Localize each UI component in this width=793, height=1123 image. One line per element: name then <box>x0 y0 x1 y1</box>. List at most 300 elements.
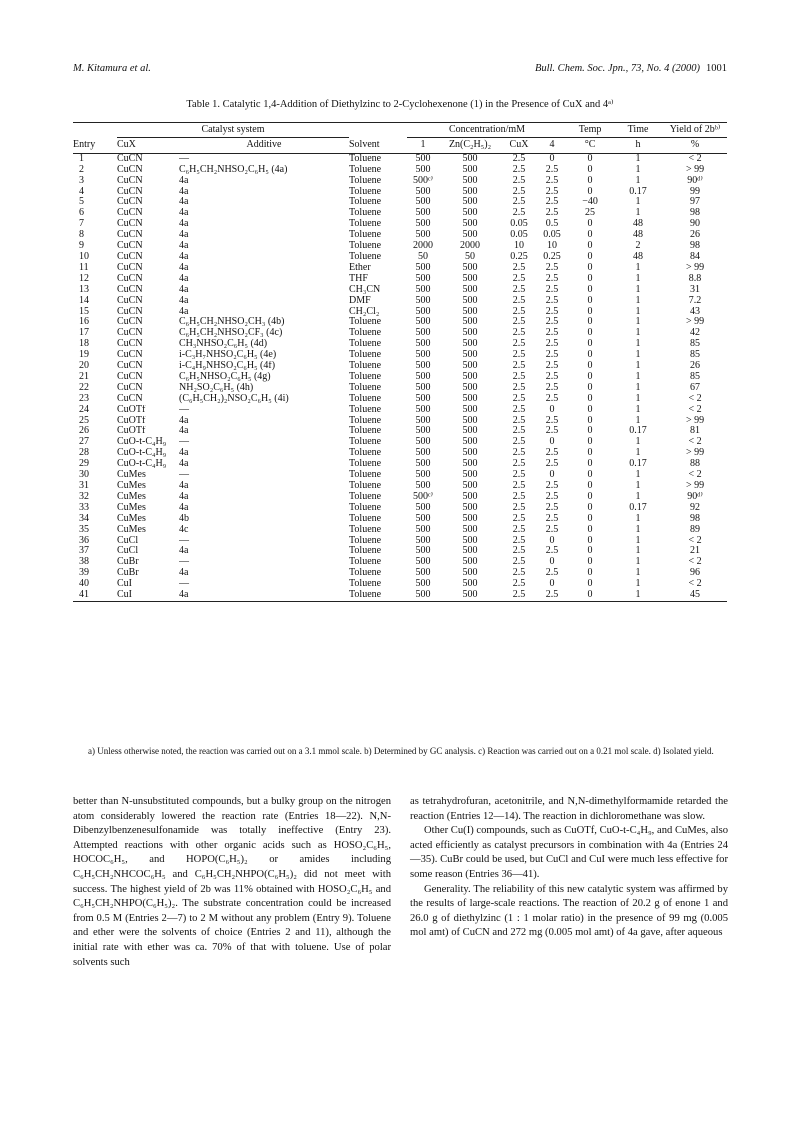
cell-temp: 0 <box>587 437 593 448</box>
cell-time: 1 <box>635 491 641 502</box>
cell-time: 1 <box>635 546 641 557</box>
cell-time: 1 <box>613 590 663 601</box>
cell-conc-4: 2.5 <box>545 448 559 459</box>
cell-entry: 20 <box>79 361 89 372</box>
cell-conc-znet2: 500 <box>462 437 478 448</box>
cell-entry: 3 <box>79 175 84 186</box>
group-catalyst-system: Catalyst system <box>117 123 349 138</box>
cell-conc-1: 500 <box>415 579 431 590</box>
cell-conc-cux: 2.5 <box>512 186 526 197</box>
table-row <box>73 568 727 579</box>
cell-yield: > 99 <box>685 164 705 175</box>
cell-time: 0.17 <box>629 502 647 513</box>
cell-conc-znet2: 500 <box>462 426 478 437</box>
cell-conc-znet2: 500 <box>462 208 478 219</box>
cell-time: 1 <box>635 339 641 350</box>
cell-conc-1: 50 <box>418 251 428 262</box>
cell-conc-znet2: 500 <box>462 382 478 393</box>
cell-cux: CuOTf <box>117 415 146 426</box>
cell-yield: < 2 <box>663 153 727 164</box>
cell-conc-cux: 2.5 <box>512 524 526 535</box>
cell-solvent: Toluene <box>349 535 382 546</box>
cell-conc-4: 2.5 <box>545 513 559 524</box>
cell-yield: 84 <box>690 251 701 262</box>
journal-header <box>535 63 727 74</box>
cell-solvent: Toluene <box>349 502 382 513</box>
cell-time: 1 <box>635 481 641 491</box>
body-paragraph: Other Cu(I) compounds, such as CuOTf, CuO-t-C₄H₉, and CuMes, also acted efficiently as catalyst precursors in combination with 4a (Entries 24—35). CuBr could be used, but CuCl and CuI were much less effective for some reason (Entries 36—41). <box>410 825 728 880</box>
cell-conc-cux: 0.05 <box>510 219 528 230</box>
cell-conc-cux: 2.5 <box>512 317 526 328</box>
cell-additive: i-C₄H₉NHSO₂C₆H₅ (4f) <box>179 361 276 372</box>
cell-conc-cux: 2.5 <box>512 197 526 208</box>
cell-conc-cux: 2.5 <box>512 371 526 382</box>
cell-conc-1: 500 <box>415 339 431 350</box>
cell-conc-1: 500 <box>415 415 431 426</box>
cell-additive: 4a <box>179 197 189 208</box>
cell-conc-znet2: 500 <box>462 339 478 350</box>
cell-temp: 0 <box>587 175 593 186</box>
cell-additive: NH₂SO₂C₆H₅ (4h) <box>179 382 254 393</box>
cell-time: 0.17 <box>629 426 647 437</box>
cell-entry: 27 <box>79 437 89 448</box>
cell-solvent: Toluene <box>349 317 382 328</box>
cell-additive: C₆H₅CH₂NHSO₂CH₃ (4b) <box>179 317 285 328</box>
cell-time: 1 <box>613 153 663 164</box>
cell-time: 1 <box>635 415 641 426</box>
cell-time: 1 <box>635 361 641 372</box>
cell-temp: 0 <box>587 230 593 241</box>
cell-conc-1: 500 <box>415 404 431 415</box>
cell-temp: 0 <box>587 513 593 524</box>
cell-conc-4: 2.5 <box>545 197 559 208</box>
cell-conc-4: 0 <box>549 579 555 590</box>
cell-conc-znet2: 500 <box>462 579 478 590</box>
table-row <box>73 153 727 164</box>
cell-conc-4: 2.5 <box>545 175 559 186</box>
table-row <box>73 536 727 547</box>
cell-solvent: Toluene <box>349 371 382 382</box>
cell-temp: 0 <box>587 426 593 437</box>
cell-conc-4: 2.5 <box>545 273 559 284</box>
cell-time: 1 <box>635 404 641 415</box>
cell-entry: 11 <box>79 262 89 273</box>
cell-conc-cux: 2.5 <box>512 502 526 513</box>
cell-yield: < 2 <box>688 470 702 481</box>
body-paragraph: as tetrahydrofuran, acetonitrile, and N,N-dimethylformamide retarded the reaction (Entries 12—14). The reaction in dichloromethane was slow. <box>410 796 728 822</box>
cell-conc-znet2: 500 <box>462 481 478 491</box>
cell-entry: 9 <box>79 241 84 252</box>
cell-conc-1: 500 <box>415 546 431 557</box>
table-row <box>73 579 727 590</box>
cell-conc-znet2: 500 <box>462 197 478 208</box>
cell-entry: 39 <box>79 568 89 579</box>
cell-conc-cux: 2.5 <box>512 426 526 437</box>
cell-additive: — <box>179 579 189 590</box>
cell-temp: 0 <box>587 557 593 568</box>
cell-yield: < 2 <box>688 437 702 448</box>
cell-yield: 85 <box>690 371 701 382</box>
cell-conc-znet2: 500 <box>462 557 478 568</box>
cell-conc-znet2: 500 <box>462 317 478 328</box>
cell-temp: 0 <box>567 590 613 601</box>
cell-temp: 0 <box>587 546 593 557</box>
cell-conc-znet2: 500 <box>462 491 478 502</box>
cell-solvent: DMF <box>349 295 371 306</box>
cell-solvent: Toluene <box>349 219 382 230</box>
cell-entry: 31 <box>79 481 89 491</box>
cell-conc-4: 0 <box>537 153 567 164</box>
cell-additive: 4a <box>179 426 189 437</box>
cell-entry: 12 <box>79 273 89 284</box>
table-row <box>73 557 727 568</box>
cell-conc-cux: 2.5 <box>512 361 526 372</box>
cell-conc-znet2: 500 <box>462 175 478 186</box>
cell-temp: 0 <box>587 535 593 546</box>
cell-temp: 0 <box>587 502 593 513</box>
cell-time: 1 <box>635 382 641 393</box>
cell-additive: 4a <box>179 186 189 197</box>
cell-conc-4: 2.5 <box>545 491 559 502</box>
cell-yield: 81 <box>690 426 701 437</box>
cell-additive: 4a <box>179 481 189 491</box>
col-yield-unit: % <box>690 138 700 150</box>
cell-solvent: Toluene <box>349 230 382 241</box>
cell-conc-cux: 2.5 <box>512 459 526 470</box>
col-solvent: Solvent <box>349 138 380 150</box>
cell-temp: 0 <box>587 448 593 459</box>
cell-yield: > 99 <box>685 481 705 491</box>
cell-yield: 31 <box>690 284 701 295</box>
cell-cux: CuMes <box>117 524 146 535</box>
cell-conc-4: 2.5 <box>545 371 559 382</box>
cell-conc-znet2: 500 <box>462 371 478 382</box>
cell-conc-1: 500 <box>415 470 431 481</box>
cell-conc-4: 2.5 <box>537 590 567 601</box>
cell-cux: CuMes <box>117 513 146 524</box>
cell-solvent: Toluene <box>349 459 382 470</box>
cell-temp: 0 <box>587 295 593 306</box>
cell-yield: > 99 <box>685 317 705 328</box>
cell-conc-cux: 2.5 <box>512 579 526 590</box>
body-column-right <box>410 795 728 941</box>
cell-conc-1: 500 <box>415 382 431 393</box>
cell-cux: CuCN <box>117 241 143 252</box>
cell-solvent: THF <box>349 273 368 284</box>
cell-conc-1: 500 <box>415 437 431 448</box>
column-header-row <box>73 137 727 153</box>
cell-entry: 29 <box>79 459 89 470</box>
group-yield: Yield of 2bᵇ⁾ <box>663 123 727 138</box>
cell-conc-znet2: 2000 <box>460 241 480 252</box>
cell-conc-cux: 2.5 <box>512 382 526 393</box>
cell-conc-cux: 2.5 <box>512 175 526 186</box>
cell-cux: CuCN <box>117 153 179 164</box>
cell-additive: i-C₃H₇NHSO₂C₆H₅ (4e) <box>179 350 277 361</box>
cell-conc-1: 500 <box>415 535 431 546</box>
cell-temp: 0 <box>587 415 593 426</box>
cell-temp: −40 <box>582 197 598 208</box>
cell-conc-1: 500 <box>415 448 431 459</box>
cell-additive: C₆H₅CH₂NHSO₂C₆H₅ (4a) <box>179 164 288 175</box>
results-table <box>73 122 727 602</box>
cell-cux: CuBr <box>117 568 139 579</box>
cell-yield: 89 <box>690 524 701 535</box>
cell-cux: CuO-t-C₄H₉ <box>117 459 167 470</box>
cell-temp: 0 <box>587 339 593 350</box>
cell-additive: 4b <box>179 513 189 524</box>
cell-cux: CuOTf <box>117 404 146 415</box>
cell-cux: CuCl <box>117 535 139 546</box>
cell-conc-1: 500 <box>415 328 431 339</box>
body-column-left <box>73 795 391 970</box>
cell-entry: 15 <box>79 306 89 317</box>
cell-conc-4: 2.5 <box>545 328 559 339</box>
cell-cux: CuCN <box>117 371 143 382</box>
cell-yield: < 2 <box>688 579 702 590</box>
cell-yield: 26 <box>690 361 701 372</box>
cell-conc-4: 0.5 <box>545 219 559 230</box>
cell-time: 1 <box>635 164 641 175</box>
table-row <box>73 197 727 208</box>
cell-temp: 0 <box>587 371 593 382</box>
cell-entry: 8 <box>79 230 84 241</box>
cell-time: 1 <box>635 317 641 328</box>
cell-conc-znet2: 500 <box>462 535 478 546</box>
cell-yield: 42 <box>690 328 701 339</box>
cell-conc-4: 2.5 <box>545 306 559 317</box>
col-conc-4: 4 <box>549 138 555 150</box>
cell-conc-znet2: 500 <box>462 546 478 557</box>
cell-conc-4: 0 <box>549 557 555 568</box>
cell-yield: 99 <box>690 186 701 197</box>
cell-cux: CuOTf <box>117 426 146 437</box>
cell-conc-znet2: 500 <box>462 502 478 513</box>
cell-conc-cux: 2.5 <box>512 491 526 502</box>
cell-conc-znet2: 500 <box>462 415 478 426</box>
journal-citation: Bull. Chem. Soc. Jpn., 73, No. 4 (2000) <box>534 63 700 74</box>
cell-conc-znet2: 500 <box>462 186 478 197</box>
cell-solvent: Ether <box>349 262 371 273</box>
cell-temp: 0 <box>587 470 593 481</box>
cell-additive: 4a <box>179 568 189 579</box>
cell-entry: 40 <box>79 579 89 590</box>
cell-conc-4: 0 <box>549 404 555 415</box>
cell-cux: CuCN <box>117 175 143 186</box>
cell-conc-cux: 2.5 <box>512 546 526 557</box>
col-additive: Additive <box>246 138 282 150</box>
cell-conc-znet2: 500 <box>462 350 478 361</box>
cell-time: 48 <box>633 219 644 230</box>
cell-conc-cux: 2.5 <box>512 393 526 404</box>
cell-conc-cux: 2.5 <box>512 339 526 350</box>
cell-time: 1 <box>635 513 641 524</box>
cell-conc-4: 0.25 <box>543 251 561 262</box>
cell-conc-znet2: 500 <box>462 568 478 579</box>
cell-conc-1: 500 <box>415 208 431 219</box>
cell-cux: CuCN <box>117 361 143 372</box>
col-conc-1: 1 <box>420 138 426 150</box>
cell-cux: CuCN <box>117 197 143 208</box>
cell-temp: 0 <box>587 459 593 470</box>
cell-additive: 4a <box>179 491 189 502</box>
cell-solvent: Toluene <box>349 524 382 535</box>
cell-conc-4: 2.5 <box>545 164 559 175</box>
cell-temp: 0 <box>587 241 593 252</box>
cell-entry: 35 <box>79 524 89 535</box>
cell-solvent: CH₃CN <box>349 284 381 295</box>
cell-solvent: Toluene <box>349 404 382 415</box>
cell-cux: CuCN <box>117 164 143 175</box>
cell-conc-cux: 0.05 <box>510 230 528 241</box>
cell-yield: < 2 <box>688 535 702 546</box>
cell-time: 1 <box>635 175 641 186</box>
cell-solvent: Toluene <box>349 339 382 350</box>
author-header: M. Kitamura et al. <box>73 63 151 74</box>
cell-cux: CuCN <box>117 328 143 339</box>
cell-additive: CH₃NHSO₂C₆H₅ (4d) <box>179 339 268 350</box>
cell-conc-cux: 2.5 <box>512 513 526 524</box>
cell-additive: — <box>179 535 189 546</box>
cell-temp: 0 <box>587 393 593 404</box>
cell-additive: 4a <box>179 284 189 295</box>
cell-conc-cux: 2.5 <box>512 437 526 448</box>
cell-yield: 26 <box>690 230 701 241</box>
cell-yield: < 2 <box>688 393 702 404</box>
cell-cux: CuCN <box>117 295 143 306</box>
cell-yield: 98 <box>690 208 701 219</box>
cell-time: 0.17 <box>629 459 647 470</box>
running-header <box>73 63 727 77</box>
cell-conc-4: 2.5 <box>545 382 559 393</box>
page-number: 1001 <box>706 63 727 74</box>
cell-conc-4: 2.5 <box>545 546 559 557</box>
cell-entry: 21 <box>79 371 89 382</box>
cell-time: 1 <box>635 262 641 273</box>
cell-cux: CuCN <box>117 208 143 219</box>
cell-yield: 98 <box>690 513 701 524</box>
cell-conc-cux: 2.5 <box>512 535 526 546</box>
cell-solvent: Toluene <box>349 491 382 502</box>
table-row <box>73 361 727 372</box>
cell-conc-1: 500 <box>415 262 431 273</box>
cell-solvent: Toluene <box>349 361 382 372</box>
cell-additive: 4a <box>179 208 189 219</box>
cell-conc-cux: 2.5 <box>501 590 537 601</box>
cell-entry: 16 <box>79 317 89 328</box>
cell-conc-1: 500 <box>415 524 431 535</box>
table-row <box>73 176 727 187</box>
cell-conc-1: 500 <box>415 306 431 317</box>
table-row <box>73 481 727 492</box>
cell-solvent: Toluene <box>349 481 382 491</box>
cell-yield: 67 <box>690 382 701 393</box>
group-temp: Temp <box>567 123 613 138</box>
table-row <box>73 590 727 601</box>
cell-additive: 4a <box>179 502 189 513</box>
cell-additive: 4a <box>179 241 189 252</box>
col-conc-cux: CuX <box>509 138 529 150</box>
cell-conc-1: 500 <box>415 284 431 295</box>
cell-cux: CuMes <box>117 470 146 481</box>
cell-conc-4: 2.5 <box>545 295 559 306</box>
cell-conc-1: 500ᶜ⁾ <box>412 175 433 186</box>
cell-conc-cux: 2.5 <box>512 208 526 219</box>
cell-temp: 0 <box>587 164 593 175</box>
cell-temp: 0 <box>587 262 593 273</box>
cell-conc-znet2: 500 <box>462 262 478 273</box>
cell-conc-cux: 2.5 <box>512 295 526 306</box>
table-row <box>73 492 727 503</box>
cell-cux: CuCN <box>117 230 143 241</box>
cell-conc-cux: 2.5 <box>512 273 526 284</box>
table-row <box>73 350 727 361</box>
cell-conc-4: 2.5 <box>545 186 559 197</box>
cell-conc-1: 500 <box>415 219 431 230</box>
cell-solvent: Toluene <box>349 590 407 601</box>
cell-solvent: Toluene <box>349 513 382 524</box>
table-footnote: a) Unless otherwise noted, the reaction was carried out on a 3.1 mmol scale. b) Determined by GC analysis. c) Reaction was carried out on a 0.21 mol scale. d) Isolated yield. <box>88 746 714 756</box>
cell-conc-cux: 2.5 <box>512 448 526 459</box>
cell-conc-cux: 2.5 <box>512 284 526 295</box>
table-row <box>73 405 727 416</box>
table-row <box>73 219 727 230</box>
table-body <box>73 153 727 601</box>
cell-conc-4: 10 <box>547 241 558 252</box>
cell-time: 48 <box>633 251 644 262</box>
table-row <box>73 514 727 525</box>
cell-temp: 0 <box>587 186 593 197</box>
cell-temp: 0 <box>587 219 593 230</box>
cell-conc-znet2: 500 <box>462 219 478 230</box>
cell-yield: 85 <box>690 350 701 361</box>
cell-cux: CuI <box>117 590 179 601</box>
cell-entry: 38 <box>79 557 89 568</box>
cell-entry: 24 <box>79 404 89 415</box>
cell-conc-4: 2.5 <box>545 502 559 513</box>
cell-conc-4: 2.5 <box>545 317 559 328</box>
cell-conc-1: 500 <box>415 350 431 361</box>
cell-conc-znet2: 500 <box>462 470 478 481</box>
table-row <box>73 372 727 383</box>
cell-yield: 92 <box>690 502 701 513</box>
cell-conc-4: 2.5 <box>545 524 559 535</box>
table-row <box>73 285 727 296</box>
cell-entry: 32 <box>79 491 89 502</box>
table-row <box>73 208 727 219</box>
cell-cux: CuCN <box>117 262 143 273</box>
cell-conc-cux: 10 <box>514 241 524 252</box>
cell-additive: 4a <box>179 219 189 230</box>
cell-temp: 0 <box>587 568 593 579</box>
table-caption: Table 1. Catalytic 1,4-Addition of Diethylzinc to 2-Cyclohexenone (1) in the Presence of CuX and 4ᵃ⁾ <box>186 99 614 110</box>
table-row <box>73 448 727 459</box>
cell-conc-znet2: 500 <box>439 590 501 601</box>
cell-time: 1 <box>635 448 641 459</box>
cell-conc-cux: 2.5 <box>512 164 526 175</box>
cell-additive: 4a <box>179 251 189 262</box>
cell-cux: CuO-t-C₄H₉ <box>117 448 167 459</box>
cell-yield: 88 <box>690 459 701 470</box>
table-row <box>73 165 727 176</box>
cell-entry: 30 <box>79 470 89 481</box>
cell-temp: 0 <box>587 328 593 339</box>
cell-time: 1 <box>635 535 641 546</box>
cell-conc-cux: 2.5 <box>512 470 526 481</box>
cell-entry: 36 <box>79 535 89 546</box>
cell-conc-znet2: 500 <box>462 306 478 317</box>
col-cux: CuX <box>117 138 136 150</box>
